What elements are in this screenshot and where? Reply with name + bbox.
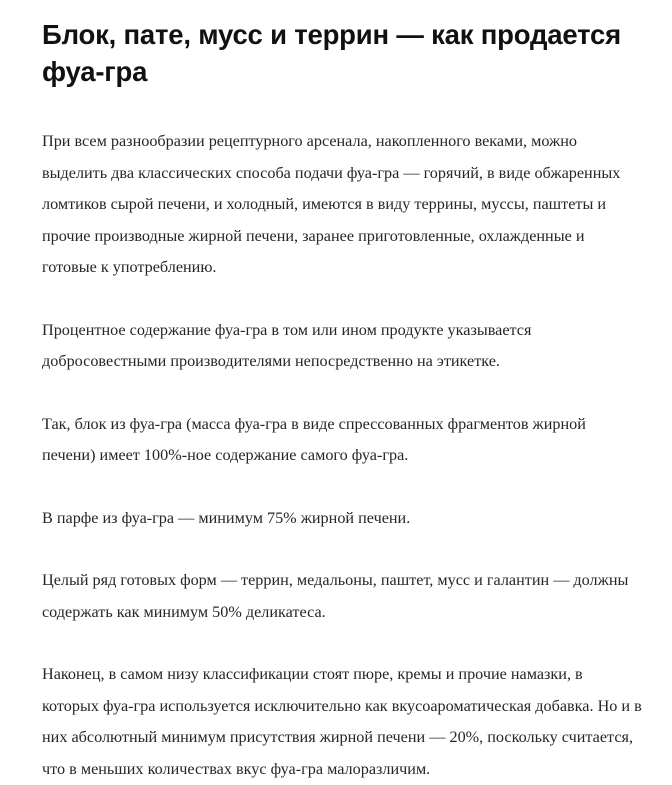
article (42, 16, 642, 785)
paragraph-puree-spreads: Наконец, в самом низу классификации стоят пюре, кремы и прочие намазки, в которых фуа-гра используется исключительно как вкусоароматическая добавка. Но и в них абсолютный минимум присутствия жирной печени — 20%, поскольку считается, что в меньших количествах вкус фуа-гра малоразличим. (42, 665, 642, 778)
paragraph-label-content: Процентное содержание фуа-гра в том или ином продукте указывается добросовестными производителями непосредственно на этикетке. (42, 320, 532, 370)
paragraph-parfait: В парфе из фуа-гра — минимум 75% жирной печени. (42, 508, 411, 527)
article-title: Блок, пате, мусс и террин — как продается фуа-гра (42, 19, 621, 87)
paragraph-terrine-forms: Целый ряд готовых форм — террин, медальоны, паштет, мусс и галантин — должны содержать как минимум 50% деликатеса. (42, 571, 629, 621)
paragraph-bloc: Так, блок из фуа-гра (масса фуа-гра в виде спрессованных фрагментов жирной печени) имеет 100%-ное содержание самого фуа-гра. (42, 414, 586, 464)
paragraph-serving-methods: При всем разнообразии рецептурного арсенала, накопленного веками, можно выделить два классических способа подачи фуа-гра — горячий, в виде обжаренных ломтиков сырой печени, и холодный, имеются в виду террины, муссы, паштеты и прочие производные жирной печени, заранее приготовленные, охлажденные и готовые к употреблению. (42, 132, 621, 276)
